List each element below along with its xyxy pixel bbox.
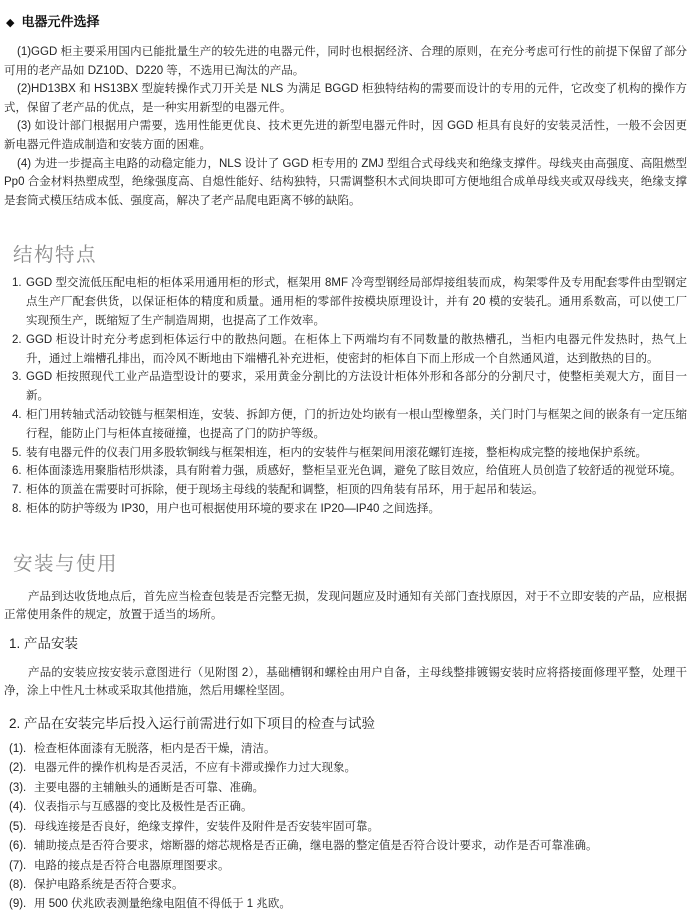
check-item-6: [4, 837, 687, 856]
list-item-3: [4, 368, 687, 406]
paragraph-4: (4) 为进一步提高主电路的动稳定能力，NLS 设计了 GGD 柜专用的 ZMJ 型组合式母线夹和绝缘支撑件。母线夹由高强度、高阻燃型 Pp0 合金材料热塑成型，绝缘强度高、自熄性能好、结构独特，只需调整积木式间块即可方便地组合成单母线夹或双母线夹，绝缘支撑是套筒式模压结成本低、强度高，解决了老产品爬电距离不够的缺陷。: [4, 157, 687, 207]
check-item-number: (2).: [9, 762, 27, 775]
list-item-text: GGD 柜设计时充分考虑到柜体运行中的散热问题。在柜体上下两端均有不同数量的散热槽孔，当柜内电器元件发热时，热气上升，通过上端槽孔排出，而冷风不断地由下端槽孔补充进柜，使密封的柜体自下而上形成一个自然通风道，达到散热的目的。: [26, 333, 687, 365]
check-item-number: (4).: [9, 801, 27, 814]
check-item-text: 用 500 伏兆欧表测量绝缘电阻值不得低于 1 兆欧。: [34, 898, 291, 911]
check-item-text: 辅助接点是否符合要求，熔断器的熔芯规格是否正确，继电器的整定值是否符合设计要求，动作是否可靠准确。: [34, 840, 598, 853]
check-item-text: 电路的接点是否符合电器原理图要求。: [34, 859, 230, 872]
pre-operation-checks-subheading: 2. 产品在安装完毕后投入运行前需进行如下项目的检查与试验: [9, 716, 376, 732]
electrical-components-heading: [6, 14, 687, 31]
check-item-text: 主要电器的主辅触头的通断是否可靠、准确。: [34, 781, 264, 794]
list-item-text: 柜体的防护等级为 IP30，用户也可根据使用环境的要求在 IP20—IP40 之间选择。: [26, 502, 441, 515]
check-item-3: [4, 779, 687, 798]
list-item-8: [4, 500, 687, 519]
list-item-text: 装有电器元件的仪表门用多股软铜线与框架相连，柜内的安装件与框架间用滚花螺钉连接，整柜构成完整的接地保护系统。: [26, 446, 647, 459]
pre-operation-checklist: [4, 740, 687, 915]
list-item-text: 柜门用转轴式活动铰链与框架相连，安装、拆卸方便，门的折边处均嵌有一根山型橡塑条，关门时门与框架之间的嵌条有一定压缩行程，能防止门与柜体直接碰撞，也提高了门的防护等级。: [26, 408, 687, 440]
check-item-number: (5).: [9, 820, 27, 833]
check-item-1: [4, 740, 687, 759]
list-item-number: 8.: [12, 502, 22, 515]
paragraph-1: (1)GGD 柜主要采用国内已能批量生产的较先进的电器元件，同时也根据经济、合理的原则，在充分考虑可行性的前提下保留了部分可用的老产品如 DZ10D、D220 等，不选用已淘汰的产品。: [4, 46, 687, 77]
list-item-7: [4, 481, 687, 500]
check-item-number: (1).: [9, 743, 27, 756]
check-item-number: (6).: [9, 840, 27, 853]
structure-features-heading: 结构特点: [13, 244, 98, 267]
check-item-number: (3).: [9, 781, 27, 794]
check-item-9: [4, 895, 687, 914]
list-item-number: 7.: [12, 484, 22, 497]
check-item-number: (8).: [9, 878, 27, 891]
list-item-text: 柜体面漆选用聚脂桔形烘漆，具有附着力强，质感好，整柜呈亚光色调，避免了眩目效应，给值班人员创造了较舒适的视觉环境。: [26, 465, 682, 478]
list-item-text: GGD 柜按照现代工业产品造型设计的要求，采用黄金分割比的方法设计柜体外形和各部分的分割尺寸，使整柜美观大方，面目一新。: [26, 371, 687, 403]
list-item-5: [4, 444, 687, 463]
list-item-number: 5.: [12, 446, 22, 459]
install-intro-paragraph: 产品到达收货地点后，首先应当检查包装是否完整无损，发现问题应及时通知有关部门查找原因，对于不立即安装的产品，应根据正常使用条件的规定，放置于适当的场所。: [4, 590, 687, 622]
electrical-components-heading-label: 电器元件选择: [21, 14, 100, 29]
check-item-number: (9).: [9, 898, 27, 911]
list-item-text: 柜体的顶盖在需要时可拆除，便于现场主母线的装配和调整，柜顶的四角装有吊环，用于起吊和装运。: [26, 484, 544, 497]
check-item-text: 仪表指示与互感器的变比及极性是否正确。: [34, 801, 253, 814]
check-item-7: [4, 857, 687, 876]
check-item-4: [4, 798, 687, 817]
list-item-number: 6.: [12, 465, 22, 478]
list-item-1: [4, 274, 687, 330]
diamond-bullet-icon: ◆: [6, 17, 15, 29]
check-item-text: 检查柜体面漆有无脱落，柜内是否干燥，清洁。: [34, 743, 276, 756]
structure-features-list: [4, 274, 687, 518]
paragraph-2: (2)HD13BX 和 HS13BX 型旋转操作式刀开关是 NLS 为满足 BGGD 柜独特结构的需要而设计的专用的元件，它改变了机构的操作方式，保留了老产品的优点，是一种实用新型的电器元件。: [4, 83, 687, 114]
list-item-text: GGD 型交流低压配电柜的柜体采用通用柜的形式，框架用 8MF 冷弯型钢经局部焊接组装而成，构架零件及专用配套零件由型钢定点生产厂配套供货，以保证柜体的精度和质量。通用柜的零部件按模块原理设计，并有 20 模的安装孔。通用系数高，可以使工厂实现预生产，既缩短了生产制造周期，也提高了工作效率。: [26, 277, 687, 327]
list-item-number: 2.: [12, 333, 22, 346]
paragraph-3: (3) 如设计部门根据用户需要，选用性能更优良、技术更先进的新型电器元件时，因 GGD 柜具有良好的安装灵活性，一般不会因更新电器元件造成制造和安装方面的困难。: [4, 120, 687, 151]
list-item-4: [4, 406, 687, 444]
install-use-heading: 安装与使用: [13, 552, 119, 575]
list-item-number: 1.: [12, 277, 22, 290]
list-item-number: 4.: [12, 408, 22, 421]
list-item-6: [4, 462, 687, 481]
list-item-2: [4, 331, 687, 369]
check-item-8: [4, 876, 687, 895]
check-item-2: [4, 759, 687, 778]
check-item-5: [4, 818, 687, 837]
check-item-text: 电器元件的操作机构是否灵活，不应有卡滞或操作力过大现象。: [34, 762, 356, 775]
electrical-components-paragraphs: [4, 43, 687, 210]
check-item-text: 母线连接是否良好，绝缘支撑件，安装件及附件是否安装牢固可靠。: [34, 820, 379, 833]
product-install-subheading: 1. 产品安装: [9, 635, 79, 651]
product-install-paragraph: 产品的安装应按安装示意图进行（见附图 2），基础槽钢和螺栓由用户自备，主母线整排镀锡安装时应将搭接面修理平整，处理干净，涂上中性凡士林或采取其他措施，然后用螺栓坚固。: [4, 666, 687, 698]
check-item-text: 保护电路系统是否符合要求。: [34, 878, 184, 891]
list-item-number: 3.: [12, 371, 22, 384]
check-item-number: (7).: [9, 859, 27, 872]
